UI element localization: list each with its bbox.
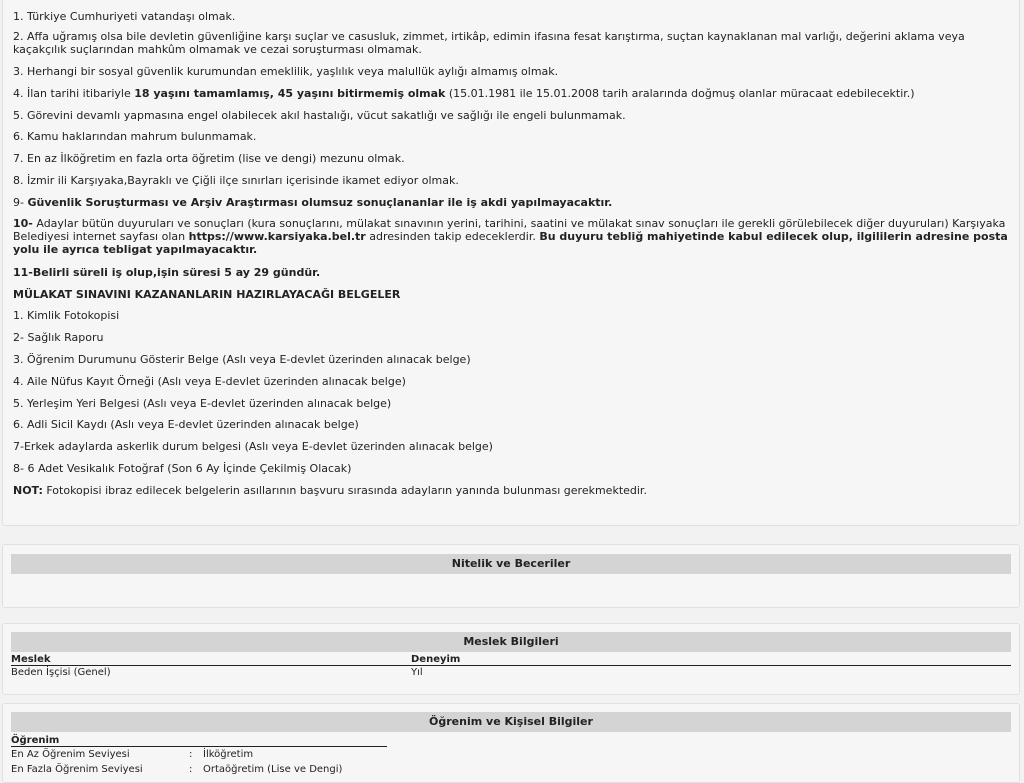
document-8: 8- 6 Adet Vesikalık Fotoğraf (Son 6 Ay İçinde Çekilmiş Olacak): [13, 462, 352, 475]
profession-column-header: Meslek: [11, 654, 51, 665]
requirement-10-follow: adresinden takip edeceklerdir.: [365, 230, 540, 243]
requirement-8: 8. İzmir ili Karşıyaka,Bayraklı ve Çiğli ilçe sınırları içerisinde ikamet ediyor olmak.: [13, 174, 459, 187]
requirement-5: 5. Görevini devamlı yapmasına engel olabilecek akıl hastalığı, vücut sakatlığı ve sağlığı ile engeli bulunmamak.: [13, 109, 626, 122]
min-education-value: İlköğretim: [203, 749, 254, 760]
education-subtitle: Öğrenim: [11, 735, 60, 746]
document-6: 6. Adli Sicil Kaydı (Aslı veya E-devlet üzerinden alınacak belge): [13, 418, 359, 431]
document-3: 3. Öğrenim Durumunu Gösterir Belge (Aslı veya E-devlet üzerinden alınacak belge): [13, 353, 471, 366]
max-education-value: Ortaöğretim (Lise ve Dengi): [203, 764, 343, 775]
requirement-10-prefix: 10-: [13, 217, 33, 230]
requirement-4-prefix: 4. İlan tarihi itibariyle: [13, 87, 135, 100]
document-7: 7-Erkek adaylarda askerlik durum belgesi (Aslı veya E-devlet üzerinden alınacak belge): [13, 440, 493, 453]
education-divider: [11, 746, 387, 747]
requirement-9-text: Güvenlik Soruşturması ve Arşiv Araştırması olumsuz sonuçlananlar ile iş akdi yapılmayacaktır.: [27, 196, 613, 209]
min-education-separator: :: [189, 749, 193, 760]
documents-title: MÜLAKAT SINAVINI KAZANANLARIN HAZIRLAYACAĞI BELGELER: [13, 288, 401, 301]
experience-column-header: Deneyim: [411, 654, 461, 665]
document-4: 4. Aile Nüfus Kayıt Örneği (Aslı veya E-devlet üzerinden alınacak belge): [13, 375, 406, 388]
requirement-4-age: 18 yaşını tamamlamış, 45 yaşını bitirmemiş olmak: [134, 87, 446, 100]
document-5: 5. Yerleşim Yeri Belgesi (Aslı veya E-devlet üzerinden alınacak belge): [13, 397, 392, 410]
experience-value: Yıl: [411, 667, 423, 678]
requirement-10-text: Adaylar bütün duyuruları ve sonuçları (kura sonuçlarını, mülakat sınavının yerini, tarihini, saatini ve mülakat sınav sonuçları ile gerekli görülebilecek diğer duyuruları) Karşıyaka Belediyesi internet sayfası olan: [13, 217, 1006, 243]
website-link[interactable]: https://www.karsiyaka.bel.tr: [188, 230, 366, 243]
requirement-2: 2. Affa uğramış olsa bile devletin güvenliğine karşı suçlar ve casusluk, zimmet, irtikâp, edimin ifasına fesat karıştırma, suçtan kaynaklanan mal varlığı, değerini aklama veya kaçakçılık suçlarından mahkûm olmamak ve cezai soruşturması olmamak.: [13, 30, 965, 56]
min-education-label: En Az Öğrenim Seviyesi: [11, 749, 130, 760]
job-info-panel: [2, 623, 1020, 695]
note-label: NOT:: [13, 484, 43, 497]
max-education-label: En Fazla Öğrenim Seviyesi: [11, 764, 143, 775]
requirements-panel: [2, 0, 1020, 526]
skills-header: Nitelik ve Beceriler: [11, 554, 1011, 574]
requirement-4-dates: (15.01.1981 ile 15.01.2008 tarih aralarında doğmuş olanlar müracaat edebilecektir.): [445, 87, 915, 100]
job-table-divider: [11, 665, 1011, 666]
job-info-header: Meslek Bilgileri: [11, 632, 1011, 652]
note: [13, 484, 647, 497]
requirement-9: [13, 196, 612, 209]
document-1: 1. Kimlik Fotokopisi: [13, 309, 120, 322]
requirement-6: 6. Kamu haklarından mahrum bulunmamak.: [13, 130, 257, 143]
profession-value: Beden İşçisi (Genel): [11, 667, 111, 678]
requirement-10-notice: Bu duyuru tebliğ mahiyetinde kabul edilecek olup, ilgililerin adresine posta yolu ile ayrıca tebligat yapılmayacaktır.: [13, 230, 1008, 256]
education-header: Öğrenim ve Kişisel Bilgiler: [11, 712, 1011, 732]
requirement-9-prefix: 9-: [13, 196, 28, 209]
document-2: 2- Sağlık Raporu: [13, 331, 104, 344]
requirement-7: 7. En az İlköğretim en fazla orta öğretim (lise ve dengi) mezunu olmak.: [13, 152, 405, 165]
education-panel: [2, 703, 1020, 783]
requirement-4: [13, 87, 915, 100]
requirement-11: 11-Belirli süreli iş olup,işin süresi 5 ay 29 gündür.: [13, 266, 321, 279]
requirement-1: 1. Türkiye Cumhuriyeti vatandaşı olmak.: [13, 10, 236, 23]
requirement-3: 3. Herhangi bir sosyal güvenlik kurumundan emeklilik, yaşlılık veya malullük aylığı almamış olmak.: [13, 65, 559, 78]
max-education-separator: :: [189, 764, 193, 775]
requirement-10: [13, 217, 1013, 256]
note-text: Fotokopisi ibraz edilecek belgelerin asıllarının başvuru sırasında adayların yanında bulunması gerekmektedir.: [42, 484, 647, 497]
skills-panel: [2, 544, 1020, 608]
